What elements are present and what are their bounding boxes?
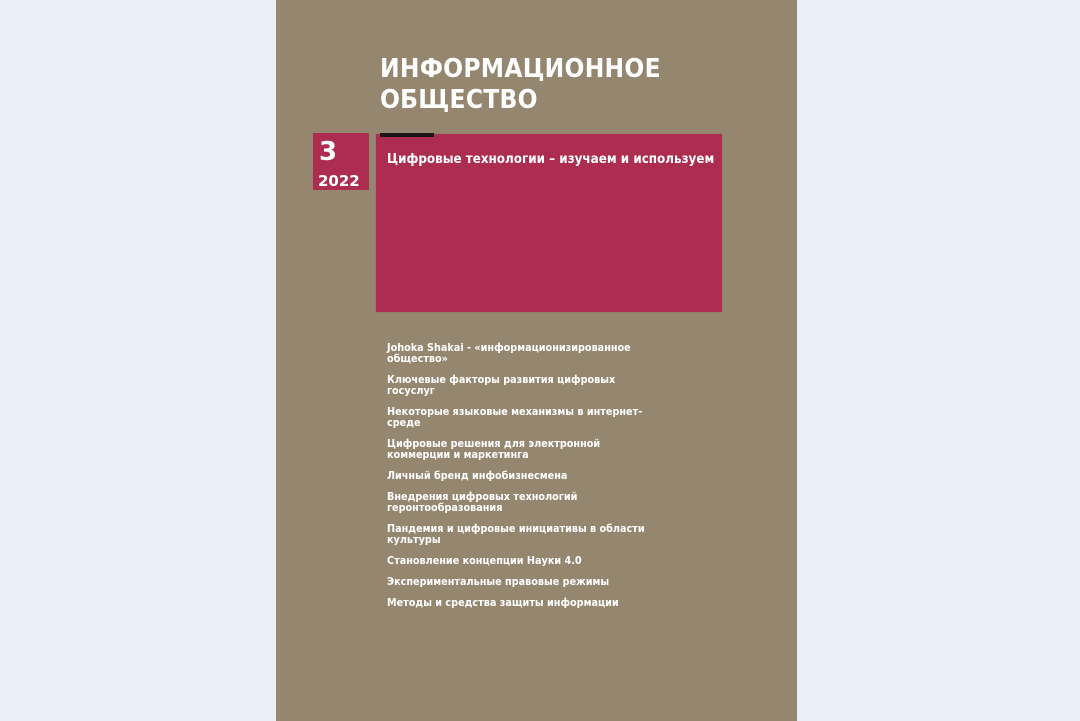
issue-badge bbox=[313, 133, 369, 190]
table-of-contents bbox=[387, 343, 667, 619]
contents-item: Методы и средства защиты информации bbox=[387, 597, 619, 609]
contents-item: Johoka Shakai - «информационизированное общество» bbox=[387, 342, 631, 365]
issue-theme: Цифровые технологии – изучаем и используем bbox=[387, 152, 715, 167]
contents-item: Личный бренд инфобизнесмена bbox=[387, 470, 568, 482]
contents-item: Некоторые языковые механизмы в интернет-среде bbox=[387, 406, 643, 429]
contents-item: Пандемия и цифровые инициативы в области культуры bbox=[387, 523, 645, 546]
journal-title bbox=[380, 54, 661, 116]
issue-theme-panel bbox=[376, 134, 722, 312]
journal-cover bbox=[276, 0, 797, 721]
journal-title-line-2: ОБЩЕСТВО bbox=[380, 85, 538, 115]
accent-bar bbox=[380, 133, 434, 137]
journal-title-line-1: ИНФОРМАЦИОННОЕ bbox=[380, 54, 661, 84]
issue-number: 3 bbox=[319, 137, 338, 167]
contents-item: Экспериментальные правовые режимы bbox=[387, 576, 610, 588]
contents-item: Ключевые факторы развития цифровых госуслуг bbox=[387, 374, 616, 397]
contents-item: Становление концепции Науки 4.0 bbox=[387, 555, 582, 567]
contents-item: Внедрения цифровых технологий геронтообразования bbox=[387, 491, 578, 514]
contents-item: Цифровые решения для электронной коммерции и маркетинга bbox=[387, 438, 601, 461]
issue-year: 2022 bbox=[318, 172, 360, 190]
